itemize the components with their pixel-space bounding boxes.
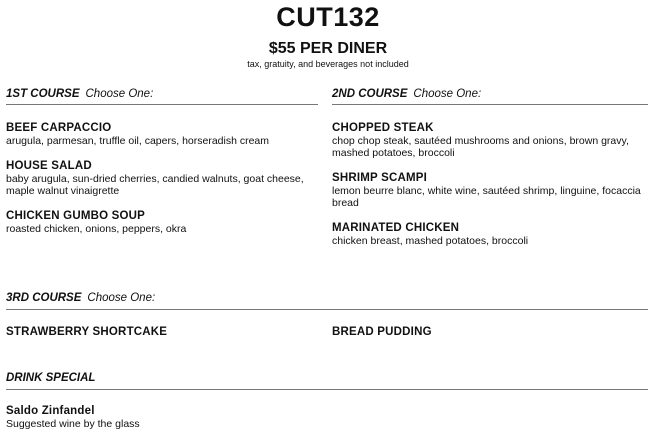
item-description: baby arugula, sun-dried cherries, candied walnuts, goat cheese, maple walnut vinaigrette [6, 173, 304, 197]
drink-special-title: DRINK SPECIAL [6, 372, 96, 384]
item-name: SHRIMP SCAMPI [332, 172, 428, 184]
second-course-title: 2ND COURSE [332, 88, 408, 100]
menu-item-bread-pudding [332, 326, 432, 339]
item-name: CHOPPED STEAK [332, 122, 434, 134]
third-course-divider [6, 309, 648, 310]
item-name: MARINATED CHICKEN [332, 222, 460, 234]
first-course-title: 1ST COURSE [6, 88, 80, 100]
second-course-choose: Choose One: [413, 88, 482, 100]
price-note: tax, gratuity, and beverages not included [247, 59, 409, 69]
second-course-header [332, 88, 481, 100]
item-name: BREAD PUDDING [332, 326, 432, 338]
drink-special-header [6, 372, 95, 384]
menu-item-house-salad [6, 160, 306, 197]
restaurant-name: CUT132 [276, 2, 380, 32]
item-name: HOUSE SALAD [6, 160, 92, 172]
drink-name: Saldo Zinfandel [6, 405, 95, 417]
menu-item-strawberry-shortcake [6, 326, 167, 339]
first-course-divider [6, 104, 318, 105]
menu-item-beef-carpaccio [6, 122, 322, 147]
menu-item-marinated-chicken [332, 222, 647, 247]
drink-special-divider [6, 389, 648, 390]
first-course-header [6, 88, 153, 100]
item-name: CHICKEN GUMBO SOUP [6, 210, 146, 222]
item-name: BEEF CARPACCIO [6, 122, 112, 134]
menu-price: $55 PER DINER [268, 40, 388, 57]
item-description: roasted chicken, onions, peppers, okra [6, 223, 187, 235]
item-description: chop chop steak, sautéed mushrooms and onions, brown gravy, mashed potatoes, broccoli [332, 135, 629, 159]
first-course-choose: Choose One: [85, 88, 154, 100]
third-course-header [6, 292, 155, 304]
menu-item-chopped-steak [332, 122, 642, 159]
drink-special-item [6, 405, 140, 430]
item-description: arugula, parmesan, truffle oil, capers, horseradish cream [6, 135, 270, 147]
menu-item-chicken-gumbo-soup [6, 210, 322, 235]
menu-item-shrimp-scampi [332, 172, 647, 209]
item-description: lemon beurre blanc, white wine, sautéed shrimp, linguine, focaccia bread [332, 185, 641, 209]
third-course-choose: Choose One: [87, 292, 156, 304]
drink-description: Suggested wine by the glass [6, 418, 140, 430]
second-course-divider [332, 104, 648, 105]
third-course-title: 3RD COURSE [6, 292, 82, 304]
item-name: STRAWBERRY SHORTCAKE [6, 326, 168, 338]
item-description: chicken breast, mashed potatoes, broccoli [332, 235, 529, 247]
